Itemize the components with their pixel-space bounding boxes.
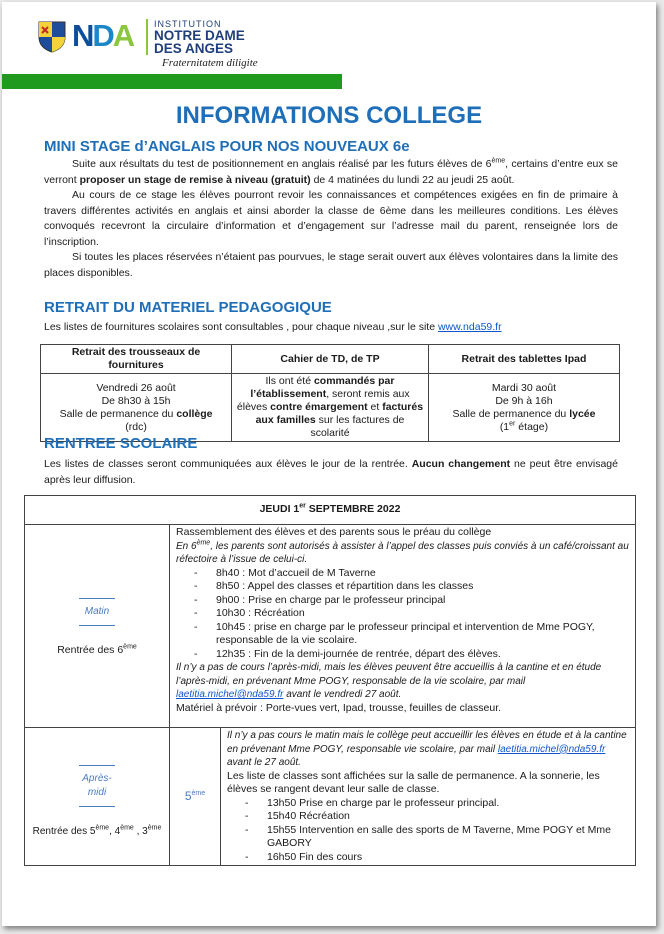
divider — [79, 806, 115, 807]
table-header: Retrait des trousseaux de fournitures — [41, 345, 232, 374]
nda-logo: NDA — [72, 18, 134, 53]
materiel-table — [40, 344, 620, 442]
aprem-classes: Rentrée des 5ème, 4ème , 3ème — [32, 824, 162, 837]
divider — [79, 765, 115, 766]
list-item: - 16h50 Fin des cours — [245, 851, 629, 865]
logo-divider — [146, 19, 148, 55]
table-header: Cahier de TD, de TP — [232, 345, 429, 374]
table-cell: Mardi 30 août De 9h à 16h Salle de permanence du lycée (1er étage) — [428, 374, 619, 442]
section-heading-rentree: RENTREE SCOLAIRE — [44, 435, 198, 452]
document-page — [2, 2, 656, 926]
schedule-table — [24, 495, 636, 866]
list-item: - 9h00 : Prise en charge par le professeur principal — [194, 594, 629, 608]
divider — [79, 598, 115, 599]
divider — [79, 625, 115, 626]
institution-name: NOTRE DAME DES ANGES — [154, 28, 245, 56]
section-heading-retrait: RETRAIT DU MATERIEL PEDAGOGIQUE — [44, 299, 332, 316]
list-item: - 10h45 : prise en charge par le professeur principal et intervention de Mme POGY, responsable de la vie scolaire. — [194, 621, 629, 648]
page-title: INFORMATIONS COLLEGE — [175, 102, 483, 129]
period-label-matin: Matin — [84, 606, 110, 617]
website-link[interactable]: www.nda59.fr — [437, 321, 502, 333]
aprem-cell — [25, 728, 170, 866]
table-cell: Vendredi 26 août De 8h30 à 15h Salle de permanence du collège (rdc) — [41, 374, 232, 442]
matin-list — [176, 567, 629, 662]
list-item: - 15h55 Intervention en salle des sports de M Taverne, Mme POGY et Mme GABORY — [245, 824, 629, 851]
list-item: - 13h50 Prise en charge par le professeur principal. — [245, 797, 629, 811]
header-green-bar — [2, 74, 342, 89]
aprem-details: Il n’y a pas cours le matin mais le collège peut accueillir les élèves en étude et à la cantine en prévenant Mme POGY, responsable vie scolaire, par mail laetitia.michel@nda59.fr avant le 27 août. Les liste de classes sont affichées sur la salle de permanence. A la sonnerie, les élèves se rangent devant leur salle de classe. - 13h50 Prise en charge par le professeur principal. - 15h40 Récréation - 15h55 Intervention en salle des sports de M Taverne, Mme POGY et Mme GABORY - 16h50 Fin des cours — [221, 728, 636, 866]
retrait-intro: Les listes de fournitures scolaires sont consultables , pour chaque niveau ,sur le site www.nda59.fr — [44, 321, 502, 333]
list-item: - 8h40 : Mot d’accueil de M Taverne — [194, 567, 629, 581]
aprem-level: 5ème — [170, 728, 221, 866]
rentree-intro: Les listes de classes seront communiquées aux élèves le jour de la rentrée. Aucun changement ne peut être envisagé après leur diffusion. — [44, 458, 618, 486]
aprem-list — [227, 797, 629, 865]
stage-text: Suite aux résultats du test de positionnement en anglais réalisé par les futurs élèves de 6ème, certains d’entre eux se verront proposer un stage de remise à niveau (gratuit) de 4 matinées du lundi 22 au jeudi 25 août. Au cours de ce stage les élèves pourront revoir les connaissances et compétences exigées en fin de primaire à travers différentes activités en anglais et ainsi aborder la classe de 6ème dans les meilleures conditions. Les élèves convoqués recevront la circulaire d’information et d’engagement sur l’adresse mail du parent, renseignée lors de l’inscription. Si toutes les places réservées n’étaient pas pourvues, le stage serait ouvert aux élèves volontaires dans la limite des places disponibles. — [44, 157, 618, 279]
crest-icon — [38, 21, 66, 53]
schedule-date: JEUDI 1er SEPTEMBRE 2022 — [25, 496, 636, 525]
period-label-aprem: Après- midi — [82, 773, 112, 798]
list-item: - 12h35 : Fin de la demi-journée de rentrée, départ des élèves. — [194, 648, 629, 662]
matin-class: Rentrée des 6ème — [57, 643, 137, 656]
list-item: - 15h40 Récréation — [245, 810, 629, 824]
list-item: - 8h50 : Appel des classes et répartition dans les classes — [194, 580, 629, 594]
email-link[interactable]: laetitia.michel@nda59.fr — [176, 689, 284, 700]
section-heading-stage: MINI STAGE d’ANGLAIS POUR NOS NOUVEAUX 6e — [44, 138, 410, 155]
table-header: Retrait des tablettes Ipad — [428, 345, 619, 374]
email-link[interactable]: laetitia.michel@nda59.fr — [497, 743, 606, 755]
institution-label: INSTITUTION — [154, 19, 222, 29]
motto: Fraternitatem diligite — [162, 57, 258, 69]
matin-details: Rassemblement des élèves et des parents sous le préau du collège En 6ème, les parents sont autorisés à assister à l’appel des classes puis conviés à un café/croissant au réfectoire à l’issue de celui-ci. - 8h40 : Mot d’accueil de M Taverne - 8h50 : Appel des classes et répartition dans les classes - 9h00 : Prise en charge par le professeur principal - 10h30 : Récréation - 10h45 : prise en charge par le professeur principal et intervention de Mme POGY, responsable de la vie scolaire. - 12h35 : Fin de la demi-journée de rentrée, départ des élèves. Il n’y a pas de cours l’après-midi, mais les élèves peuvent être accueillis à la cantine et en étude l’après-midi, en prévenant Mme POGY, responsable de la vie scolaire, par mail laetitia.michel@nda59.fr avant le vendredi 27 août. Matériel à prévoir : Porte-vues vert, Ipad, trousse, feuilles de classeur. — [170, 525, 636, 728]
matin-cell — [25, 525, 170, 728]
list-item: - 10h30 : Récréation — [194, 607, 629, 621]
table-cell: Ils ont été commandés par l’établissement, seront remis aux élèves contre émargement et facturés aux familles sur les factures de scolarité — [232, 374, 429, 442]
